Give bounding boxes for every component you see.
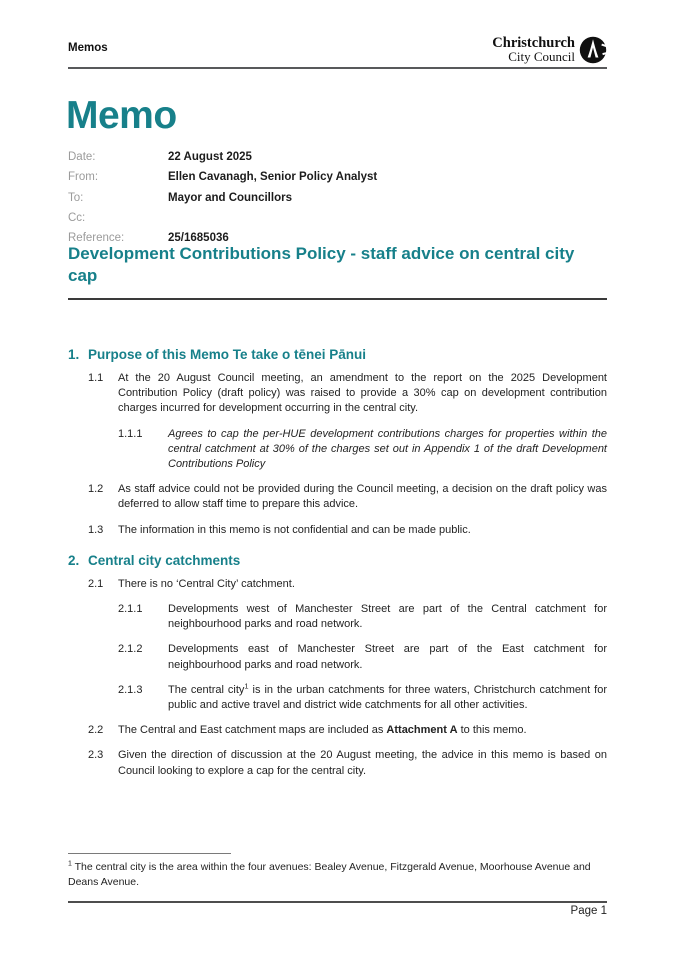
meta-row-cc <box>68 208 607 228</box>
meta-value: 25/1685036 <box>168 232 229 245</box>
paragraph-text <box>168 683 607 713</box>
paragraph-text: Developments west of Manchester Street are part of the Central catchment for neighbourhood parks and road network. <box>168 603 607 631</box>
council-name-line1: Christchurch <box>492 35 575 51</box>
memo-subject: Development Contributions Policy - staff advice on central city cap <box>68 244 575 285</box>
section-catchments <box>68 552 607 779</box>
meta-row-from <box>68 167 607 187</box>
meta-value: Mayor and Councillors <box>168 191 292 204</box>
paragraph-2-1 <box>88 577 607 592</box>
paragraph-number: 1.2 <box>88 483 104 496</box>
footnote-marker: 1 <box>68 860 72 868</box>
page-header <box>68 36 607 64</box>
paragraph-number: 1.3 <box>88 523 104 536</box>
section-title: Purpose of this Memo Te take o tēnei Pānui <box>88 347 367 362</box>
meta-value: Ellen Cavanagh, Senior Policy Analyst <box>168 171 378 184</box>
section-heading <box>68 346 607 363</box>
section-number: 2. <box>68 552 80 568</box>
paragraph-number: 2.3 <box>88 749 104 762</box>
footnote-reference: 1 <box>244 681 249 691</box>
paragraph-2-1-2 <box>118 642 607 672</box>
memo-title: Memo <box>66 94 177 137</box>
paragraph-text: The information in this memo is not confidential and can be made public. <box>118 523 471 536</box>
paragraph-text <box>118 723 607 738</box>
memo-meta <box>68 147 607 248</box>
section-number: 1. <box>68 347 80 362</box>
memo-body <box>68 346 607 789</box>
footnote-block <box>68 853 607 889</box>
meta-row-to <box>68 188 607 208</box>
paragraph-1-3 <box>88 523 607 538</box>
paragraph-text: Developments east of Manchester Street are part of the East catchment for neighbourhood parks and road network. <box>168 643 607 671</box>
text-segment: The Central and East catchment maps are included as <box>118 724 387 737</box>
paragraph-number: 2.1 <box>88 577 104 590</box>
council-name-line2: City Council <box>508 49 575 64</box>
meta-label: From: <box>68 171 99 184</box>
council-crest-icon <box>579 36 607 64</box>
paragraph-number: 1.1.1 <box>118 427 143 440</box>
meta-label: To: <box>68 191 84 204</box>
paragraph-text: As staff advice could not be provided during the Council meeting, a decision on the draft policy was deferred to allow staff time to prepare this advice. <box>118 483 607 511</box>
meta-label: Cc: <box>68 212 86 225</box>
paragraph-number: 2.1.3 <box>118 683 143 696</box>
section-title: Central city catchments <box>88 552 241 568</box>
paragraph-2-2 <box>88 723 607 738</box>
meta-label: Reference: <box>68 232 125 245</box>
paragraph-text: There is no ‘Central City’ catchment. <box>118 577 295 590</box>
footnote-divider <box>68 853 231 854</box>
paragraph-2-1-1 <box>118 602 607 632</box>
paragraph-number: 2.2 <box>88 724 104 737</box>
header-divider <box>68 67 607 69</box>
text-segment: to this memo. <box>457 724 527 737</box>
text-segment: The central city <box>168 683 245 696</box>
section-heading <box>68 552 607 569</box>
paragraph-text: Given the direction of discussion at the 20 August meeting, the advice in this memo is based on Council looking to explore a cap for the central city. <box>118 749 607 777</box>
paragraph-1-1-1 <box>118 427 607 473</box>
text-segment: is in the urban catchments for three waters, Christchurch catchment for public and active travel and district wide catchments for all other activities. <box>168 683 608 712</box>
footer-divider <box>68 901 607 903</box>
paragraph-number: 1.1 <box>88 372 104 384</box>
doc-type-label: Memos <box>68 42 108 54</box>
paragraph-1-2 <box>88 482 607 512</box>
paragraph-text: At the 20 August Council meeting, an amendment to the report on the 2025 Development Contribution Policy (draft policy) was raised to provide a 30% cap on development contribution charges incurred for development occurring in the central city. <box>118 372 607 415</box>
meta-value: 22 August 2025 <box>168 151 252 164</box>
council-wordmark <box>492 37 575 63</box>
meta-row-date <box>68 147 607 167</box>
page-number: Page 1 <box>570 905 607 917</box>
section-purpose <box>68 346 607 538</box>
meta-label: Date: <box>68 151 96 164</box>
paragraph-2-3 <box>88 748 607 778</box>
paragraph-number: 2.1.1 <box>118 603 143 616</box>
council-logo <box>492 36 607 64</box>
paragraph-2-1-3 <box>118 683 607 713</box>
subject-divider <box>68 298 607 300</box>
attachment-reference: Attachment A <box>386 724 458 737</box>
paragraph-text: Agrees to cap the per-HUE development contributions charges for properties within the central catchment at 30% of the charges set out in Appendix 1 of the draft Development Contributions Policy <box>168 427 607 471</box>
footnote-body: The central city is the area within the four avenues: Bealey Avenue, Fitzgerald Avenue, Moorhouse Avenue and Deans Avenue. <box>68 861 591 888</box>
paragraph-number: 2.1.2 <box>118 643 143 656</box>
paragraph-1-1 <box>88 371 607 417</box>
footnote-text <box>68 860 607 889</box>
